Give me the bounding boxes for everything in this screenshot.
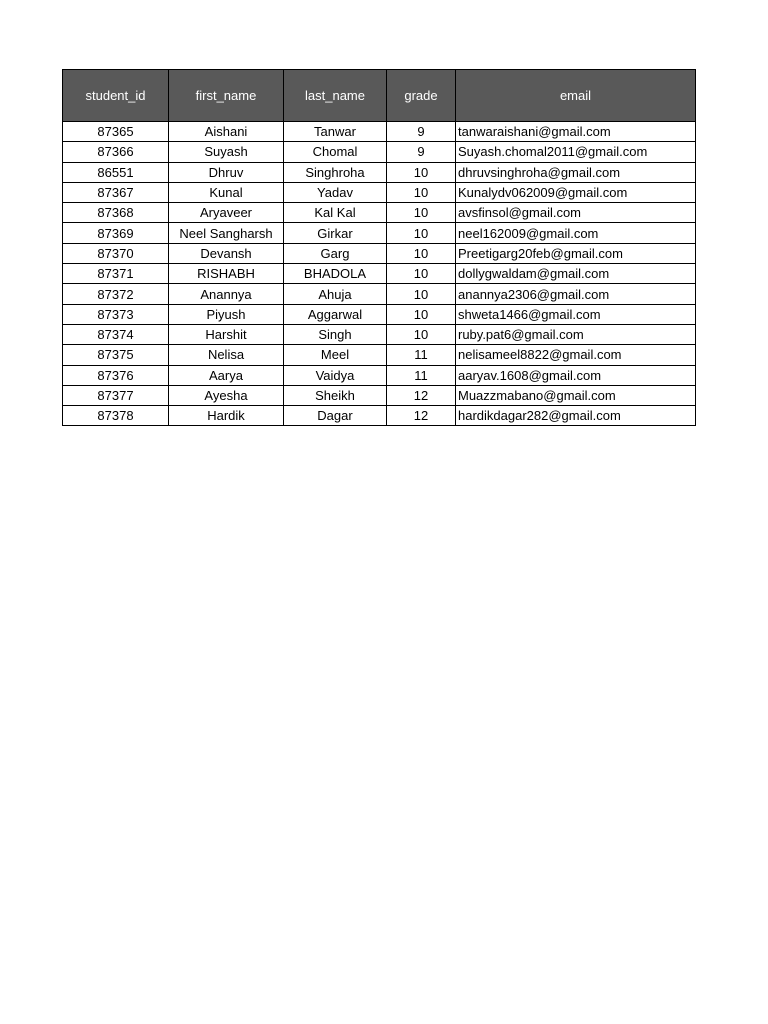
cell-first-name[interactable]: Ayesha	[169, 385, 284, 405]
cell-email[interactable]: nelisameel8822@gmail.com	[456, 345, 696, 365]
cell-email[interactable]: tanwaraishani@gmail.com	[456, 122, 696, 142]
header-row	[63, 70, 696, 122]
cell-first-name[interactable]: Suyash	[169, 142, 284, 162]
cell-last-name[interactable]: Chomal	[284, 142, 387, 162]
cell-last-name[interactable]: Aggarwal	[284, 304, 387, 324]
table-header	[63, 70, 696, 122]
cell-student-id[interactable]: 87370	[63, 243, 169, 263]
cell-grade[interactable]: 12	[387, 406, 456, 426]
student-table	[62, 69, 696, 426]
header-first-name[interactable]: first_name	[169, 70, 284, 122]
table-row	[63, 324, 696, 344]
table-row	[63, 345, 696, 365]
cell-email[interactable]: hardikdagar282@gmail.com	[456, 406, 696, 426]
cell-last-name[interactable]: Vaidya	[284, 365, 387, 385]
cell-student-id[interactable]: 87376	[63, 365, 169, 385]
cell-last-name[interactable]: Yadav	[284, 182, 387, 202]
cell-student-id[interactable]: 87374	[63, 324, 169, 344]
table-row	[63, 243, 696, 263]
cell-student-id[interactable]: 87365	[63, 122, 169, 142]
cell-student-id[interactable]: 87373	[63, 304, 169, 324]
cell-first-name[interactable]: RISHABH	[169, 264, 284, 284]
cell-first-name[interactable]: Aryaveer	[169, 203, 284, 223]
cell-email[interactable]: Muazzmabano@gmail.com	[456, 385, 696, 405]
cell-last-name[interactable]: Dagar	[284, 406, 387, 426]
cell-grade[interactable]: 10	[387, 162, 456, 182]
cell-grade[interactable]: 9	[387, 142, 456, 162]
cell-grade[interactable]: 11	[387, 345, 456, 365]
cell-last-name[interactable]: Singh	[284, 324, 387, 344]
cell-grade[interactable]: 11	[387, 365, 456, 385]
cell-student-id[interactable]: 87369	[63, 223, 169, 243]
header-grade[interactable]: grade	[387, 70, 456, 122]
cell-first-name[interactable]: Piyush	[169, 304, 284, 324]
table-row	[63, 284, 696, 304]
cell-first-name[interactable]: Anannya	[169, 284, 284, 304]
cell-email[interactable]: aaryav.1608@gmail.com	[456, 365, 696, 385]
cell-email[interactable]: Suyash.chomal2011@gmail.com	[456, 142, 696, 162]
cell-first-name[interactable]: Devansh	[169, 243, 284, 263]
cell-first-name[interactable]: Hardik	[169, 406, 284, 426]
cell-student-id[interactable]: 86551	[63, 162, 169, 182]
cell-grade[interactable]: 10	[387, 304, 456, 324]
cell-student-id[interactable]: 87377	[63, 385, 169, 405]
cell-first-name[interactable]: Aishani	[169, 122, 284, 142]
cell-email[interactable]: dhruvsinghroha@gmail.com	[456, 162, 696, 182]
cell-student-id[interactable]: 87372	[63, 284, 169, 304]
cell-last-name[interactable]: Sheikh	[284, 385, 387, 405]
cell-student-id[interactable]: 87375	[63, 345, 169, 365]
cell-email[interactable]: dollygwaldam@gmail.com	[456, 264, 696, 284]
header-last-name[interactable]: last_name	[284, 70, 387, 122]
cell-grade[interactable]: 10	[387, 243, 456, 263]
cell-last-name[interactable]: Meel	[284, 345, 387, 365]
cell-last-name[interactable]: Girkar	[284, 223, 387, 243]
table-row	[63, 162, 696, 182]
cell-email[interactable]: Preetigarg20feb@gmail.com	[456, 243, 696, 263]
cell-email[interactable]: ruby.pat6@gmail.com	[456, 324, 696, 344]
cell-student-id[interactable]: 87367	[63, 182, 169, 202]
cell-first-name[interactable]: Kunal	[169, 182, 284, 202]
table-row	[63, 304, 696, 324]
table-body	[63, 122, 696, 426]
cell-student-id[interactable]: 87371	[63, 264, 169, 284]
cell-first-name[interactable]: Aarya	[169, 365, 284, 385]
cell-first-name[interactable]: Neel Sangharsh	[169, 223, 284, 243]
cell-grade[interactable]: 10	[387, 223, 456, 243]
cell-student-id[interactable]: 87378	[63, 406, 169, 426]
table-row	[63, 203, 696, 223]
cell-student-id[interactable]: 87368	[63, 203, 169, 223]
table-row	[63, 122, 696, 142]
cell-student-id[interactable]: 87366	[63, 142, 169, 162]
cell-grade[interactable]: 9	[387, 122, 456, 142]
cell-first-name[interactable]: Dhruv	[169, 162, 284, 182]
cell-email[interactable]: neel162009@gmail.com	[456, 223, 696, 243]
cell-email[interactable]: shweta1466@gmail.com	[456, 304, 696, 324]
cell-grade[interactable]: 10	[387, 203, 456, 223]
cell-last-name[interactable]: Singhroha	[284, 162, 387, 182]
cell-email[interactable]: avsfinsol@gmail.com	[456, 203, 696, 223]
cell-last-name[interactable]: Tanwar	[284, 122, 387, 142]
cell-last-name[interactable]: Kal Kal	[284, 203, 387, 223]
table-row	[63, 406, 696, 426]
cell-email[interactable]: Kunalydv062009@gmail.com	[456, 182, 696, 202]
cell-grade[interactable]: 10	[387, 324, 456, 344]
cell-last-name[interactable]: Ahuja	[284, 284, 387, 304]
table-row	[63, 264, 696, 284]
table-row	[63, 365, 696, 385]
cell-grade[interactable]: 10	[387, 284, 456, 304]
cell-first-name[interactable]: Harshit	[169, 324, 284, 344]
table-row	[63, 182, 696, 202]
cell-grade[interactable]: 12	[387, 385, 456, 405]
cell-grade[interactable]: 10	[387, 182, 456, 202]
header-email[interactable]: email	[456, 70, 696, 122]
header-student-id[interactable]: student_id	[63, 70, 169, 122]
table-row	[63, 385, 696, 405]
cell-email[interactable]: anannya2306@gmail.com	[456, 284, 696, 304]
table-row	[63, 142, 696, 162]
table-row	[63, 223, 696, 243]
cell-first-name[interactable]: Nelisa	[169, 345, 284, 365]
cell-last-name[interactable]: Garg	[284, 243, 387, 263]
cell-grade[interactable]: 10	[387, 264, 456, 284]
cell-last-name[interactable]: BHADOLA	[284, 264, 387, 284]
